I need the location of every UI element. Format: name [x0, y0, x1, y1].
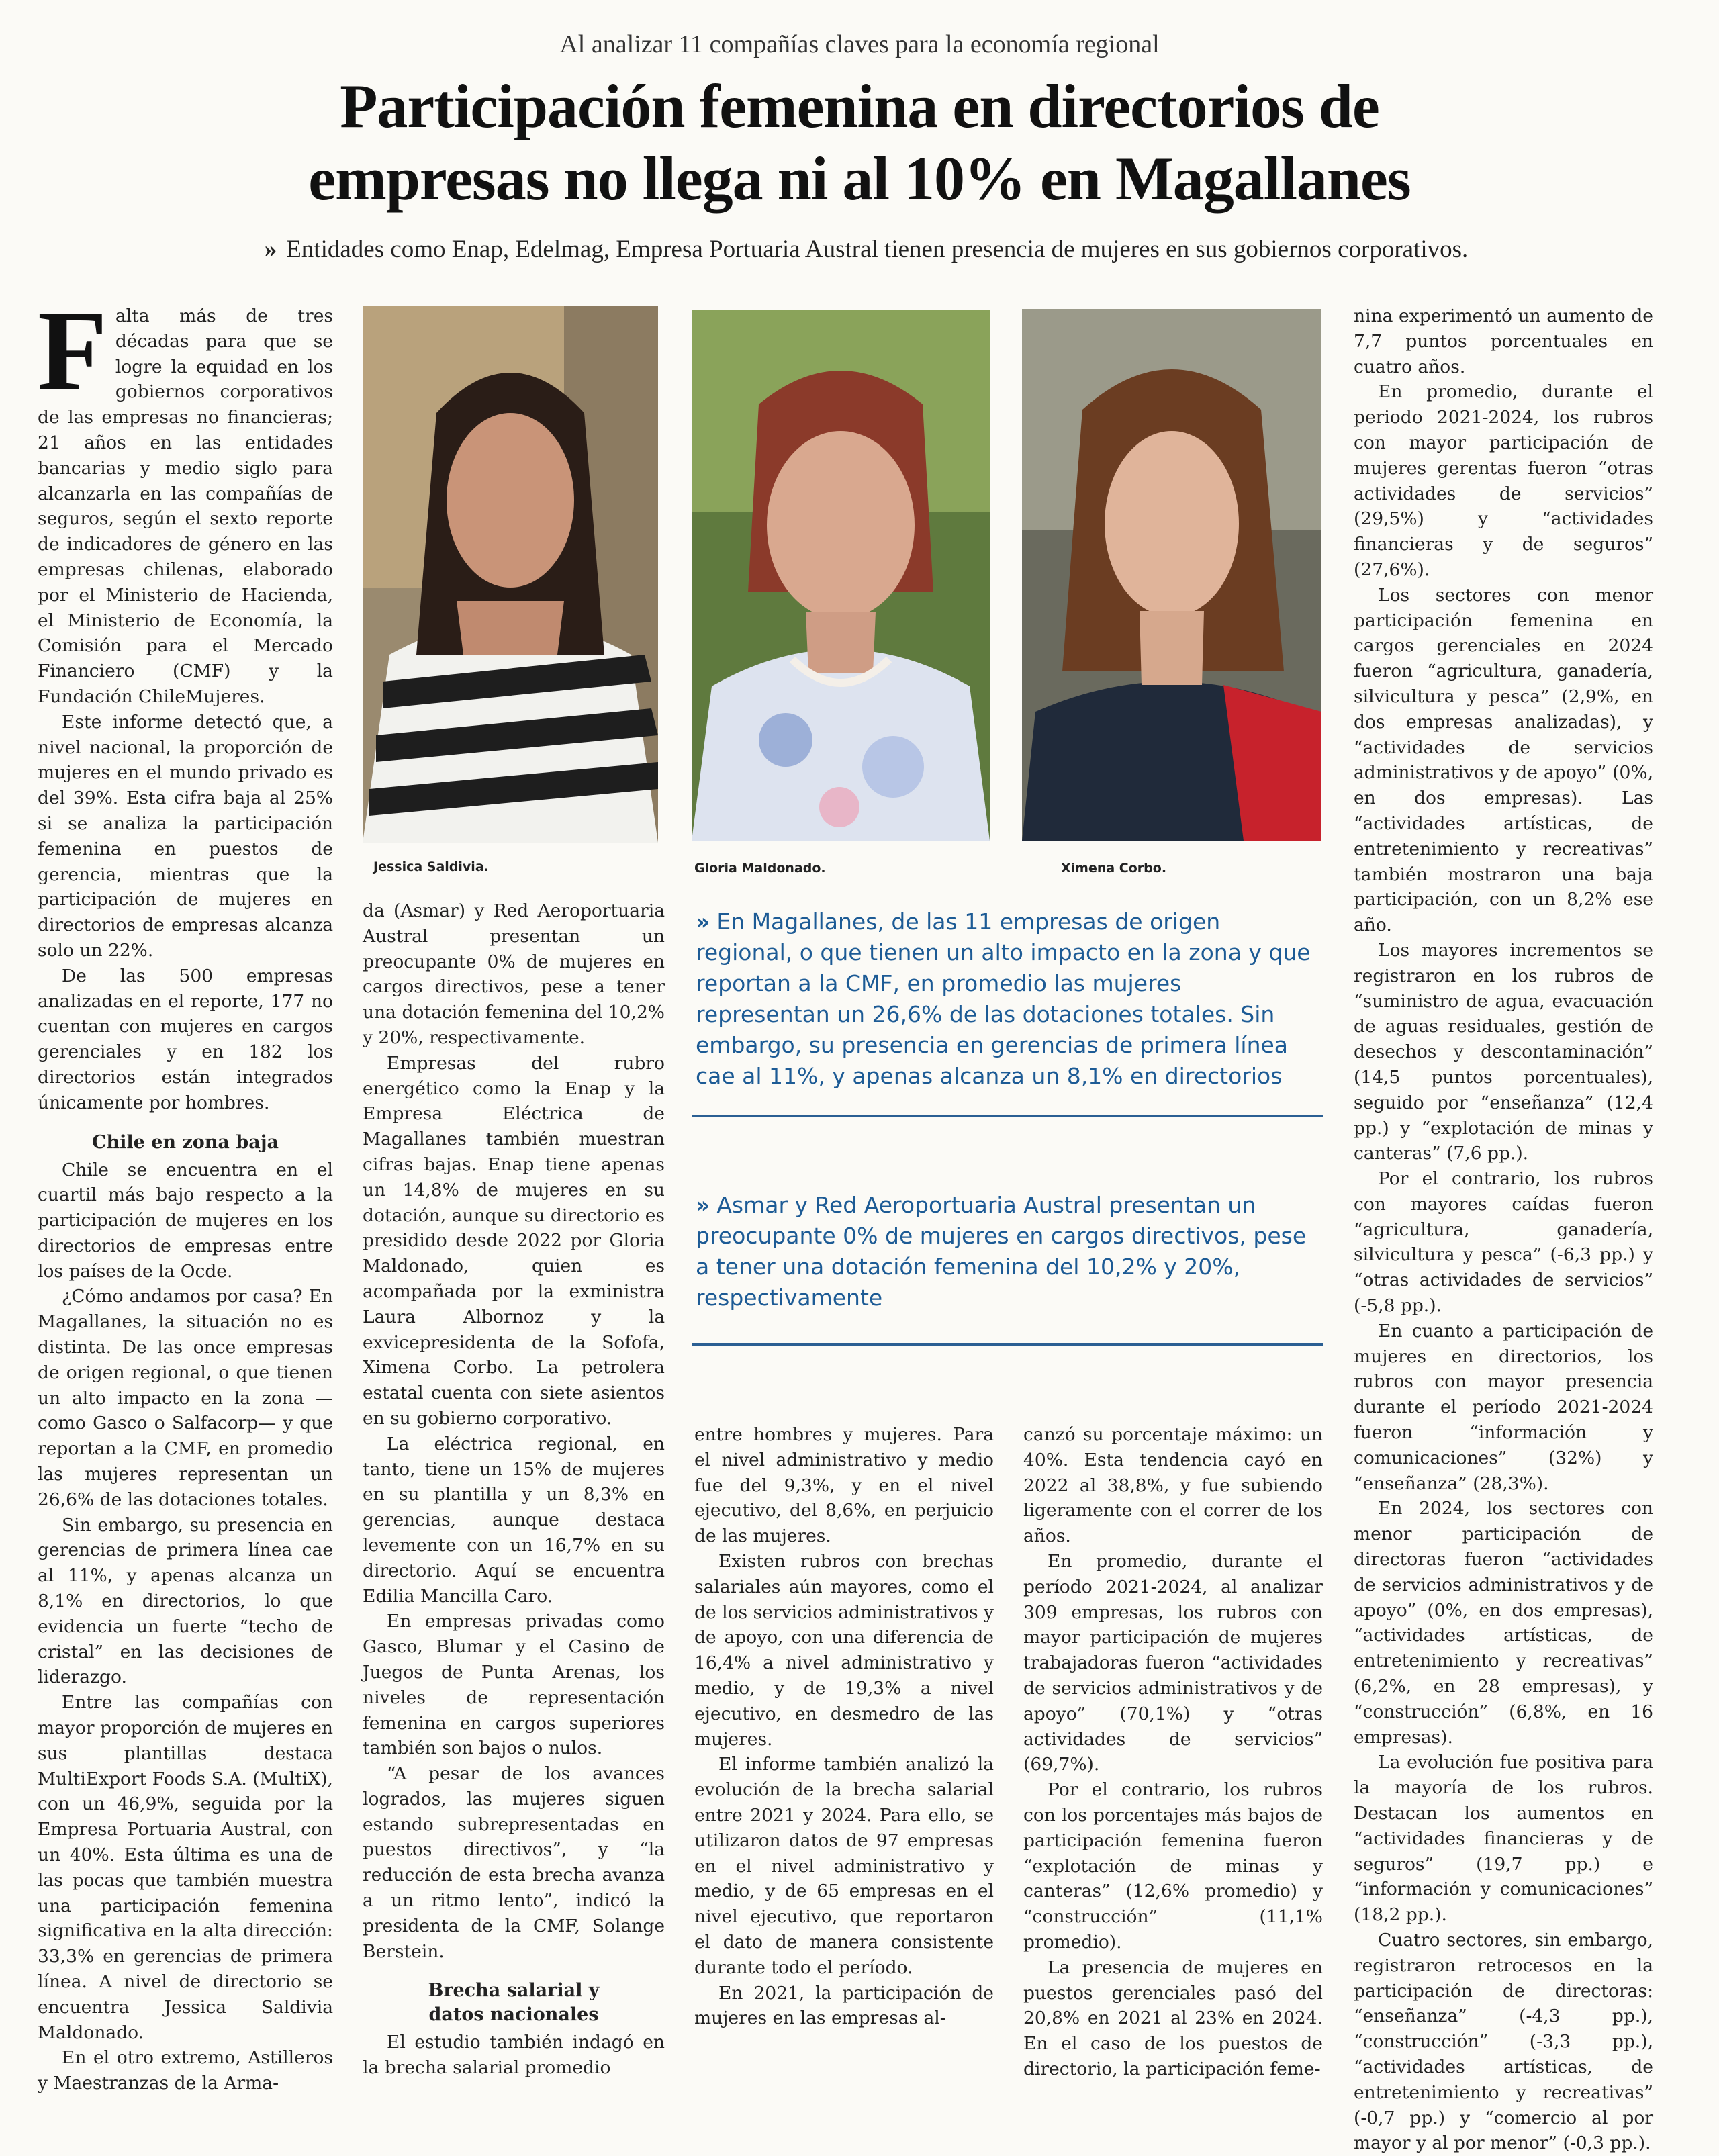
photo-gloria-maldonado	[692, 310, 990, 841]
paragraph: Sin embargo, su presencia en gerencias de primera línea cae al 11%, y apenas alcanza un 8,1% en directorios, lo que evidencia un fuerte “techo de cristal” en las decisiones de liderazgo.	[38, 1514, 333, 1688]
paragraph: Cuatro sectores, sin embargo, registraron retrocesos en la participación de directoras: “enseñanza” (-4,3 pp.), “construcción” (-3,3 pp.), “actividades artísticas, de entretenimiento y recreativas” (-0,7 pp.) y “comercio al por mayor y al por menor” (-0,3 pp.).	[1354, 1930, 1653, 2154]
paragraph: Este informe detectó que, a nivel nacional, la proporción de mujeres en el mundo privado es del 39%. Esta cifra baja al 25% si se analiza la participación femenina en puestos de gerencia, mientras que la participación de mujeres en directorios de empresas alcanza solo un 22%.	[38, 711, 333, 961]
paragraph: Los mayores incrementos se registraron en los rubros de “suministro de agua, evacuación de aguas residuales, gestión de desechos y descontaminación” (14,5 puntos porcentuales), seguido por “enseñanza” (12,4 pp.) y “explotación de minas y canteras” (7,6 pp.).	[1354, 939, 1653, 1164]
headline-line-1: Participación femenina en directorios de	[340, 72, 1379, 140]
paragraph: alta más de tres décadas para que se logre la equidad en los gobiernos corporativos de las empresas no financieras; 21 años en las entidades bancarias y medio siglo para alcanzarla en las compañías de seguros, según el sexto reporte de indicadores de género en las empresas chilenas, elaborado por el Ministerio de Hacienda, el Ministerio de Economía, la Comisión para el Mercado Financiero (CMF) y la Fundación ChileMujeres.	[38, 306, 333, 707]
headline	[168, 70, 1551, 215]
paragraph: canzó su porcentaje máximo: un 40%. Esta tendencia cayó en 2022 al 38,8%, y fue subiendo ligeramente con el correr de los años.	[1023, 1424, 1323, 1547]
paragraph: Por el contrario, los rubros con los porcentajes más bajos de participación femenina fueron “explotación de minas y canteras” (12,6% promedio) y “construcción” (11,1% promedio).	[1023, 1779, 1323, 1953]
double-chevron-right-icon: »	[696, 908, 710, 935]
paragraph: “A pesar de los avances logrados, las mujeres siguen estando subrepresentadas en puestos directivos”, y “la reducción de esta brecha avanza a un ritmo lento”, indicó la presidenta de la CMF, Solange Berstein.	[363, 1763, 665, 1962]
paragraph: En promedio, durante el período 2021-2024, al analizar 309 empresas, los rubros con mayor participación de mujeres trabajadoras fueron “actividades de servicios administrativos y de apoyo” (70,1%) y “otras actividades de servicios” (69,7%).	[1023, 1550, 1323, 1775]
kicker: Al analizar 11 compañías claves para la economía regional	[559, 30, 1160, 58]
callout-quote	[696, 906, 1320, 1092]
subheadline	[121, 235, 1612, 264]
callout-quote	[696, 1190, 1320, 1313]
photo-ximena-corbo	[1022, 309, 1321, 841]
column-2	[363, 898, 665, 2081]
photo-caption: Gloria Maldonado.	[694, 861, 826, 876]
column-4	[1023, 1422, 1323, 2082]
double-chevron-right-icon: »	[264, 236, 277, 263]
paragraph: En promedio, durante el periodo 2021-2024, los rubros con mayor participación de mujeres gerentas fueron “otras actividades de servicios” (29,5%) y “actividades financieras y de seguros” (27,6%).	[1354, 381, 1653, 580]
paragraph: En el otro extremo, Astilleros y Maestranzas de la Arma-	[38, 2047, 333, 2094]
paragraph: Entre las compañías con mayor proporción de mujeres en sus plantillas destaca MultiExport Foods S.A. (MultiX), con un 46,9%, seguida por la Empresa Portuaria Austral, con un 40%. Esta última es una de las pocas que también muestra una participación femenina significativa en la alta dirección: 33,3% en gerencias de primera línea. A nivel de directorio se encuentra Jessica Saldivia Maldonado.	[38, 1692, 333, 2043]
photo-jessica-saldivia	[363, 306, 658, 843]
paragraph: En cuanto a participación de mujeres en directorios, los rubros con mayor presencia durante el período 2021-2024 fueron “información y comunicaciones” (32%) y “enseñanza” (28,3%).	[1354, 1320, 1653, 1494]
section-heading-line: datos nacionales	[428, 2004, 599, 2026]
double-chevron-right-icon: »	[696, 1192, 710, 1218]
paragraph: En 2024, los sectores con menor participación de directoras fueron “actividades de servicios administrativos y de apoyo” (0%, en dos empresas), “actividades artísticas, de entretenimiento y recreativas” (6,2%, en 28 empresas), y “construcción” (6,8%, en 16 empresas).	[1354, 1498, 1653, 1748]
paragraph: nina experimentó un aumento de 7,7 puntos porcentuales en cuatro años.	[1354, 306, 1653, 377]
section-heading-line: Brecha salarial y	[428, 1980, 600, 2002]
column-1	[38, 287, 333, 2096]
paragraph: Chile se encuentra en el cuartil más bajo respecto a la participación de mujeres en los directorios de empresas entre los países de la Ocde.	[38, 1159, 333, 1282]
paragraph: En 2021, la participación de mujeres en las empresas al-	[694, 1982, 994, 2029]
divider	[692, 1115, 1323, 1117]
column-3	[694, 1422, 994, 2031]
paragraph: Existen rubros con brechas salariales aún mayores, como el de los servicios administrativos y de apoyo, con una diferencia de 16,4% a nivel administrativo y medio, y de 19,3% a nivel ejecutivo, en desmedro de las mujeres.	[694, 1550, 994, 1750]
section-heading: Chile en zona baja	[92, 1131, 279, 1153]
drop-cap: F	[38, 287, 107, 414]
subheadline-text: Entidades como Enap, Edelmag, Empresa Portuaria Austral tienen presencia de mujeres en sus gobiernos corporativos.	[286, 236, 1469, 263]
paragraph: Los sectores con menor participación femenina en cargos gerenciales en 2024 fueron “agricultura, ganadería, silvicultura y pesca” (2,9%, en dos empresas analizadas), y “actividades de servicios administrativos y de apoyo” (0%, en dos empresas). Las “actividades artísticas, de entretenimiento y recreativas” también mostraron una baja participación, con un 8,2% ese año.	[1354, 584, 1653, 936]
paragraph: La eléctrica regional, en tanto, tiene un 15% de mujeres en su plantilla y un 8,3% en gerencias, aunque destaca levemente con un 16,7% en su directorio. Aquí se encuentra Edilia Mancilla Caro.	[363, 1433, 665, 1607]
divider	[692, 1343, 1323, 1346]
paragraph: entre hombres y mujeres. Para el nivel administrativo y medio fue del 9,3%, y en el nivel ejecutivo, del 8,6%, en perjuicio de las mujeres.	[694, 1424, 994, 1547]
paragraph: En empresas privadas como Gasco, Blumar y el Casino de Juegos de Punta Arenas, los niveles de representación femenina en cargos superiores también son bajos o nulos.	[363, 1611, 665, 1759]
paragraph: da (Asmar) y Red Aeroportuaria Austral presentan un preocupante 0% de mujeres en cargos directivos, pese a tener una dotación femenina del 10,2% y 20%, respectivamente.	[363, 900, 665, 1048]
callout-text: En Magallanes, de las 11 empresas de origen regional, o que tienen un alto impacto en la zona y que reportan a la CMF, en promedio las mujeres representan un 26,6% de las dotaciones totales. Sin embargo, su presencia en gerencias de primera línea cae al 11%, y apenas alcanza un 8,1% en directorios	[696, 908, 1311, 1089]
paragraph: ¿Cómo andamos por casa? En Magallanes, la situación no es distinta. De las once empresas de origen regional, o que tienen un alto impacto en la zona —como Gasco o Salfacorp— y que reportan a la CMF, en promedio las mujeres representan un 26,6% de las dotaciones totales.	[38, 1286, 333, 1510]
paragraph: Por el contrario, los rubros con mayores caídas fueron “agricultura, ganadería, silvicultura y pesca” (-6,3 pp.) y “otras actividades de servicios” (-5,8 pp.).	[1354, 1168, 1653, 1317]
photo-caption: Ximena Corbo.	[1061, 861, 1167, 876]
paragraph: Empresas del rubro energético como la Enap y la Empresa Eléctrica de Magallanes también muestran cifras bajas. Enap tiene apenas un 14,8% de mujeres en su dotación, aunque su directorio es presidido desde 2022 por Gloria Maldonado, quien es acompañada por la exministra Laura Albornoz y la exvicepresidenta de la Sofofa, Ximena Corbo. La petrolera estatal cuenta con siete asientos en su gobierno corporativo.	[363, 1052, 665, 1429]
paragraph: El estudio también indagó en la brecha salarial promedio	[363, 2032, 665, 2079]
section-heading	[363, 1979, 665, 2027]
paragraph: La evolución fue positiva para la mayoría de los rubros. Destacan los aumentos en “actividades financieras y de seguros” (19,7 pp.) e “información y comunicaciones” (18,2 pp.).	[1354, 1752, 1653, 1926]
paragraph: El informe también analizó la evolución de la brecha salarial entre 2021 y 2024. Para ello, se utilizaron datos de 97 empresas en el nivel administrativo y medio, y de 65 empresas en el nivel ejecutivo, que reportaron el dato de manera consistente durante todo el período.	[694, 1754, 994, 1978]
headline-line-2: empresas no llega ni al 10% en Magallanes	[308, 144, 1411, 213]
callout-text: Asmar y Red Aeroportuaria Austral presentan un preocupante 0% de mujeres en cargos directivos, pese a tener una dotación femenina del 10,2% y 20%, respectivamente	[696, 1192, 1307, 1311]
column-5	[1354, 303, 1653, 2156]
photo-caption: Jessica Saldivia.	[373, 859, 489, 874]
paragraph: De las 500 empresas analizadas en el reporte, 177 no cuentan con mujeres en cargos gerenciales y en 182 los directorios están integrados únicamente por hombres.	[38, 965, 333, 1113]
paragraph: La presencia de mujeres en puestos gerenciales pasó del 20,8% en 2021 al 23% en 2024. En el caso de los puestos de directorio, la participación feme-	[1023, 1957, 1323, 2079]
